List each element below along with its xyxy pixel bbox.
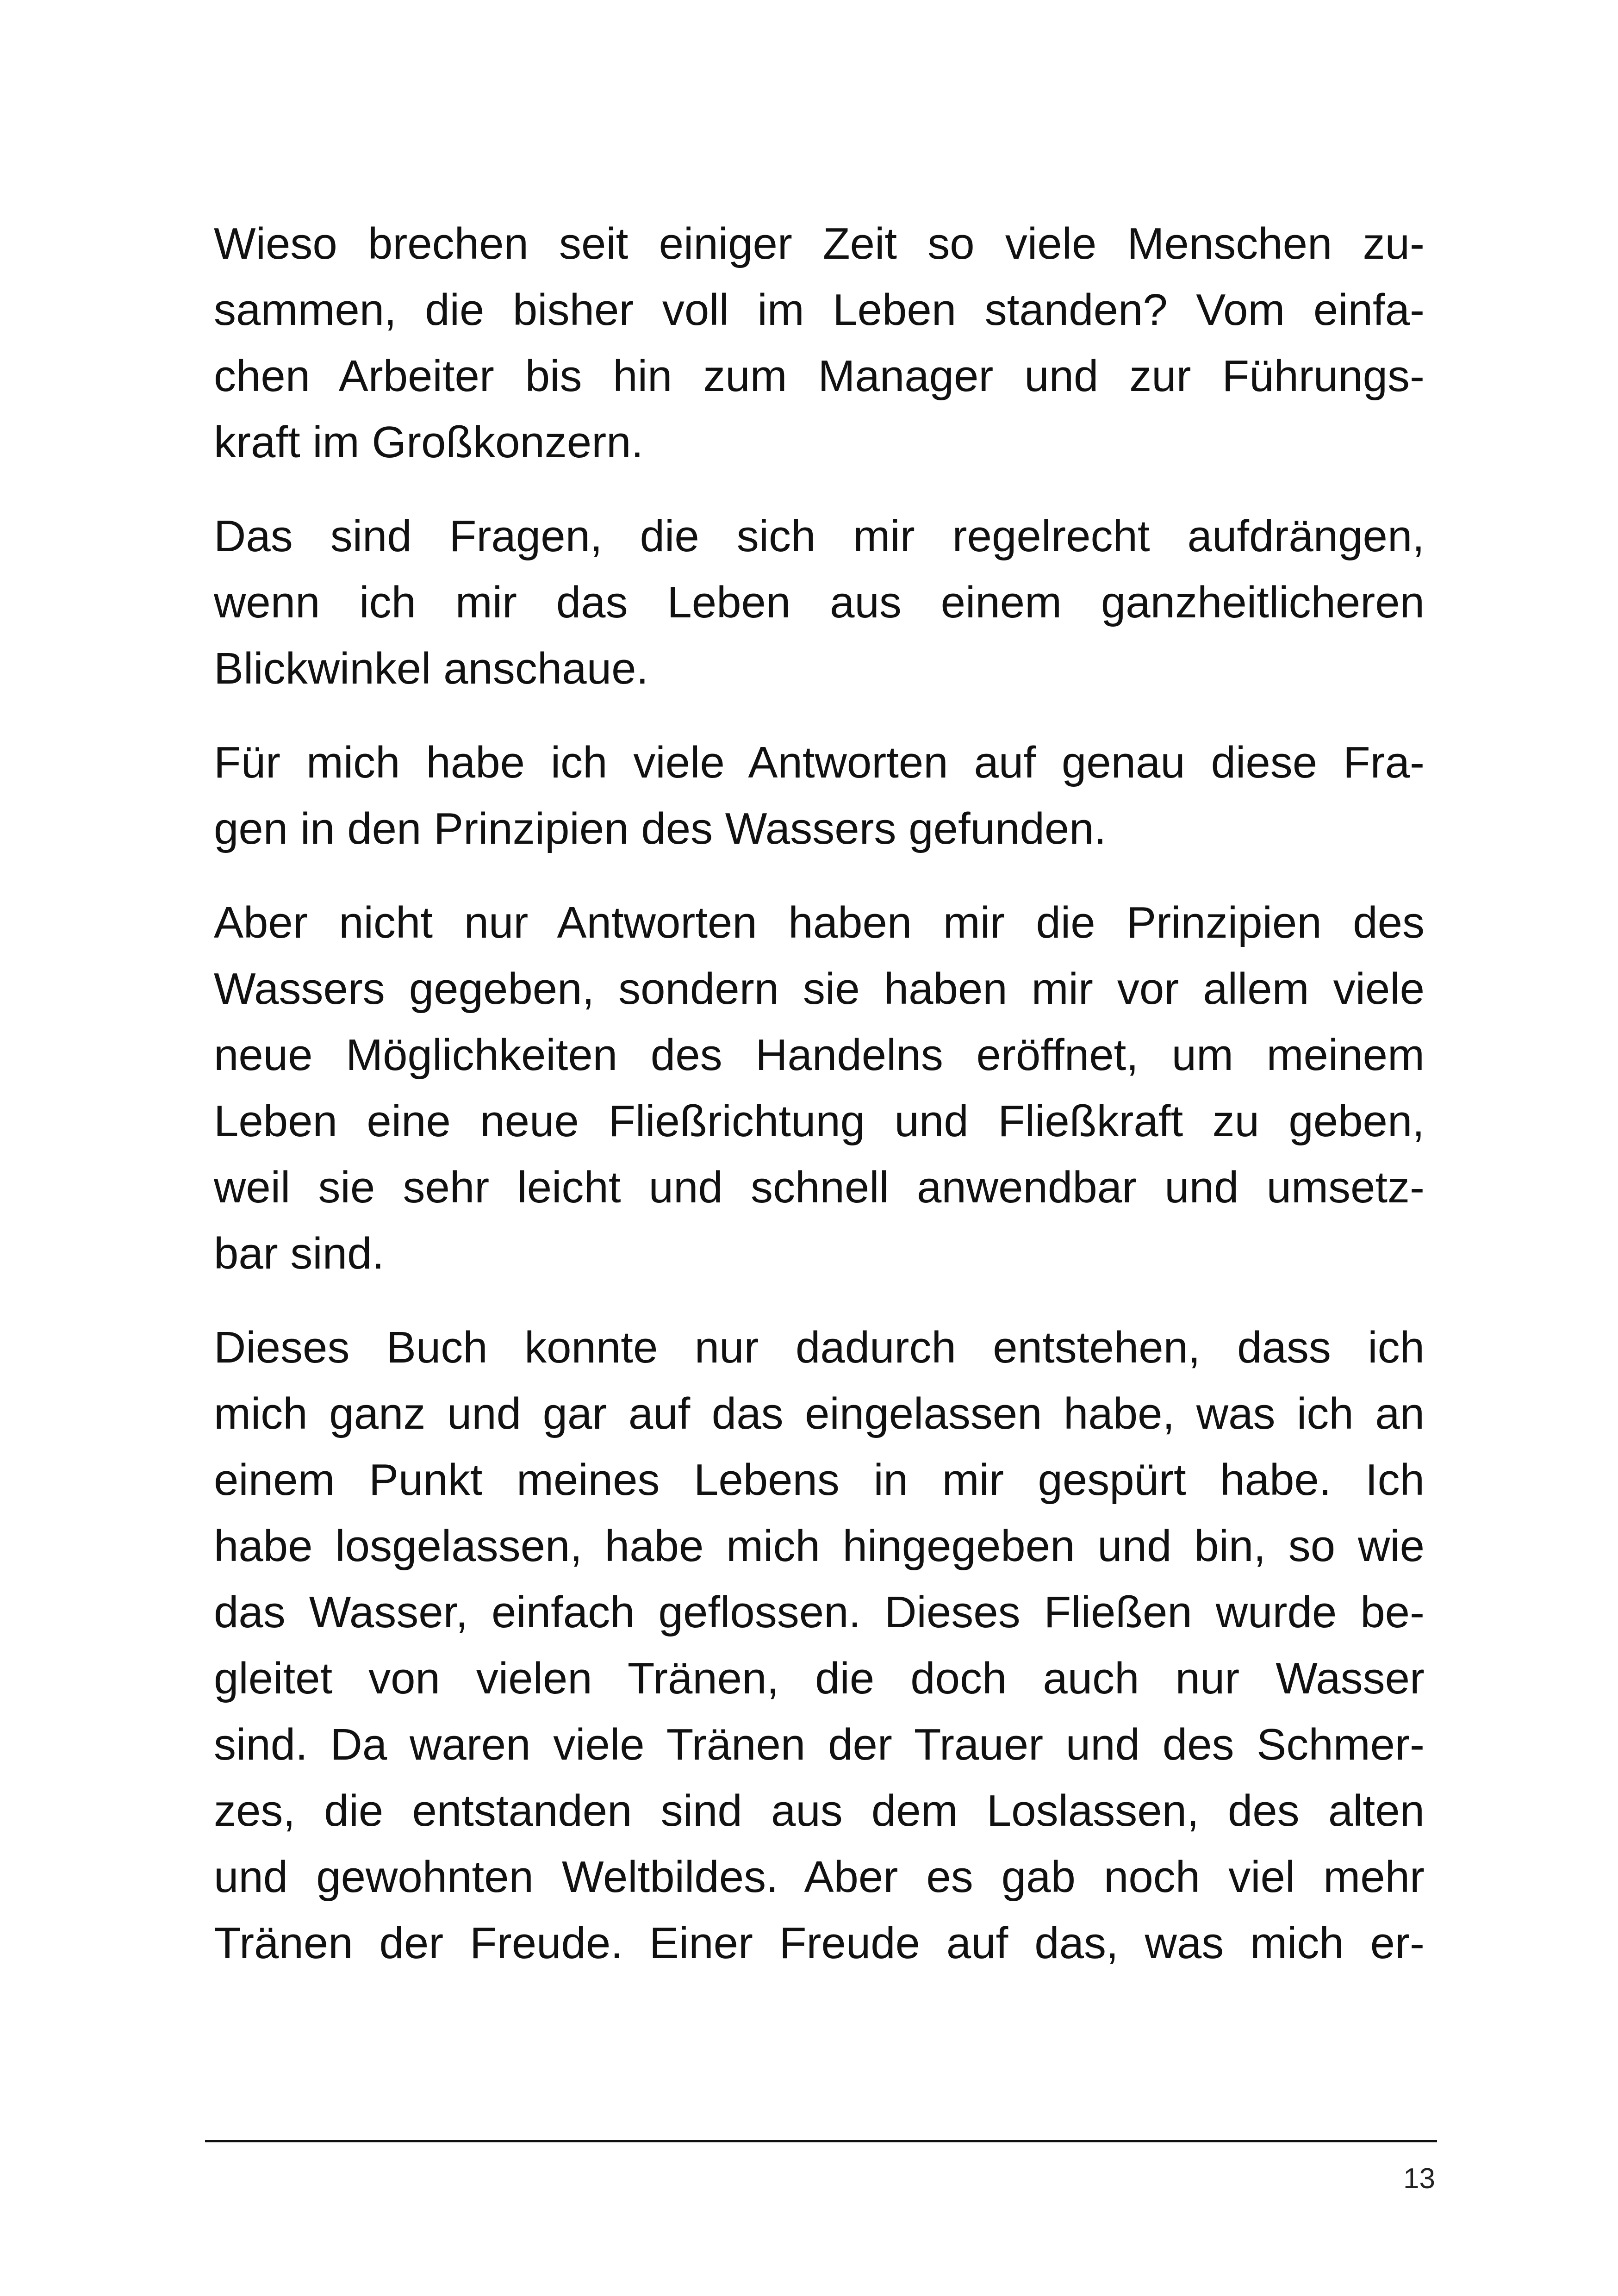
paragraph-3 bbox=[214, 729, 1425, 862]
text-line: Wieso brechen seit einiger Zeit so viele Menschen zu- bbox=[214, 219, 1425, 268]
text-line: kraft im Großkonzern. bbox=[214, 417, 644, 467]
text-line: wenn ich mir das Leben aus einem ganzheitlicheren bbox=[214, 578, 1425, 627]
text-line: Tränen der Freude. Einer Freude auf das, was mich er- bbox=[214, 1918, 1425, 1968]
text-line: Aber nicht nur Antworten haben mir die Prinzipien des bbox=[214, 898, 1425, 947]
text-line: bar sind. bbox=[214, 1229, 385, 1278]
text-line: chen Arbeiter bis hin zum Manager und zur Führungs- bbox=[214, 351, 1425, 401]
text-line: weil sie sehr leicht und schnell anwendbar und umsetz- bbox=[214, 1163, 1425, 1212]
text-line: Wassers gegeben, sondern sie haben mir vor allem viele bbox=[214, 964, 1425, 1014]
paragraph-5 bbox=[214, 1314, 1425, 1976]
paragraph-1 bbox=[214, 211, 1425, 475]
text-line: habe losgelassen, habe mich hingegeben und bin, so wie bbox=[214, 1521, 1425, 1571]
text-line: Für mich habe ich viele Antworten auf genau diese Fra- bbox=[214, 738, 1425, 787]
body-text bbox=[214, 211, 1425, 2004]
text-line: einem Punkt meines Lebens in mir gespürt habe. Ich bbox=[214, 1455, 1425, 1505]
text-line: gen in den Prinzipien des Wassers gefunden. bbox=[214, 804, 1107, 853]
text-line: und gewohnten Weltbildes. Aber es gab noch viel mehr bbox=[214, 1852, 1425, 1902]
page-number: 13 bbox=[1403, 2163, 1435, 2195]
text-line: sammen, die bisher voll im Leben standen? Vom einfa- bbox=[214, 285, 1425, 335]
paragraph-4 bbox=[214, 890, 1425, 1287]
text-line: Das sind Fragen, die sich mir regelrecht aufdrängen, bbox=[214, 511, 1425, 561]
text-line: neue Möglichkeiten des Handelns eröffnet, um meinem bbox=[214, 1030, 1425, 1080]
text-line: Blickwinkel anschaue. bbox=[214, 644, 649, 693]
text-line: zes, die entstanden sind aus dem Loslassen, des alten bbox=[214, 1786, 1425, 1836]
text-line: Leben eine neue Fließrichtung und Fließkraft zu geben, bbox=[214, 1096, 1425, 1146]
paragraph-2 bbox=[214, 503, 1425, 702]
text-line: sind. Da waren viele Tränen der Trauer und des Schmer- bbox=[214, 1720, 1425, 1769]
text-line: mich ganz und gar auf das eingelassen habe, was ich an bbox=[214, 1389, 1425, 1438]
footer-divider bbox=[205, 2140, 1437, 2142]
text-line: das Wasser, einfach geflossen. Dieses Fließen wurde be- bbox=[214, 1587, 1425, 1637]
text-line: gleitet von vielen Tränen, die doch auch nur Wasser bbox=[214, 1654, 1425, 1703]
text-line: Dieses Buch konnte nur dadurch entstehen, dass ich bbox=[214, 1323, 1425, 1372]
